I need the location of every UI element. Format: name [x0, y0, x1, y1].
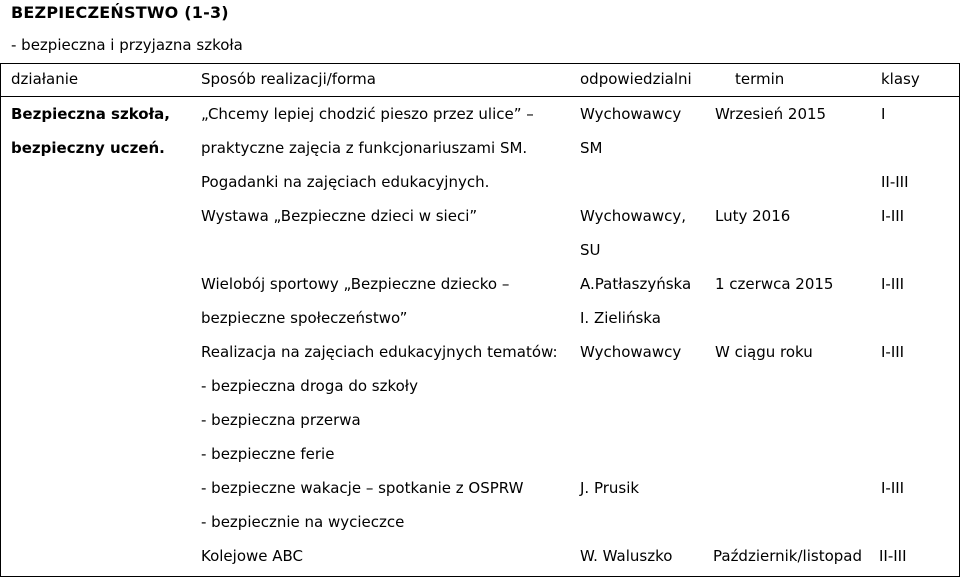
row4-odpowiedzialni-line2: J. Prusik [580, 479, 640, 497]
row3-odpowiedzialni-line1: A.Patłaszyńska [580, 275, 692, 293]
row1-klasy-line2: II-III [881, 173, 909, 191]
header-bottom-border [0, 96, 960, 97]
row3-forma-line2: bezpieczne społeczeństwo” [201, 309, 408, 327]
row1-termin: Wrzesień 2015 [715, 105, 827, 123]
row4-forma-line4: - bezpieczne ferie [201, 445, 335, 463]
row4-klasy-line2: I-III [881, 479, 905, 497]
row5-odpowiedzialni: W. Waluszko [580, 547, 673, 565]
row3-termin: 1 czerwca 2015 [715, 275, 834, 293]
row3-forma-line1: Wielobój sportowy „Bezpieczne dziecko – [201, 275, 510, 293]
row1-odpowiedzialni-line1: Wychowawcy [580, 105, 682, 123]
col-header-termin: termin [735, 70, 785, 88]
row1-forma-line2: praktyczne zajęcia z funkcjonariuszami SM. [201, 139, 528, 157]
row1-forma-line3: Pogadanki na zajęciach edukacyjnych. [201, 173, 490, 191]
row1-odpowiedzialni-line2: SM [580, 139, 603, 157]
table-left-border [0, 63, 1, 577]
table-bottom-border [0, 576, 960, 577]
col-header-klasy: klasy [881, 70, 920, 88]
group-label-line2: bezpieczny uczeń. [11, 139, 165, 157]
row1-klasy-line1: I [881, 105, 886, 123]
row4-odpowiedzialni-line1: Wychowawcy [580, 343, 682, 361]
row4-klasy-line1: I-III [881, 343, 905, 361]
document-title: BEZPIECZEŃSTWO (1-3) [11, 3, 229, 22]
row2-termin: Luty 2016 [715, 207, 791, 225]
row5-termin: Październik/listopad [713, 547, 862, 565]
row4-forma-line6: - bezpiecznie na wycieczce [201, 513, 405, 531]
row4-termin: W ciągu roku [715, 343, 813, 361]
row3-odpowiedzialni-line2: I. Zielińska [580, 309, 661, 327]
col-header-forma: Sposób realizacji/forma [201, 70, 376, 88]
row5-forma: Kolejowe ABC [201, 547, 304, 565]
row2-klasy: I-III [881, 207, 905, 225]
row4-forma-line5: - bezpieczne wakacje – spotkanie z OSPRW [201, 479, 524, 497]
row1-forma-line1: „Chcemy lepiej chodzić pieszo przez ulice” – [201, 105, 534, 123]
row2-odpowiedzialni-line2: SU [580, 241, 601, 259]
row4-forma-line2: - bezpieczna droga do szkoły [201, 377, 418, 395]
group-label-line1: Bezpieczna szkoła, [11, 105, 170, 123]
row2-odpowiedzialni-line1: Wychowawcy, [580, 207, 686, 225]
row4-forma-line3: - bezpieczna przerwa [201, 411, 361, 429]
row4-forma-line1: Realizacja na zajęciach edukacyjnych tematów: [201, 343, 558, 361]
row2-forma: Wystawa „Bezpieczne dzieci w sieci” [201, 207, 478, 225]
col-header-dzialanie: działanie [11, 70, 79, 88]
col-header-odpowiedzialni: odpowiedzialni [580, 70, 692, 88]
table-top-border [0, 63, 960, 64]
document-subtitle: - bezpieczna i przyjazna szkoła [11, 36, 243, 54]
row3-klasy: I-III [881, 275, 905, 293]
row5-klasy: II-III [879, 547, 907, 565]
